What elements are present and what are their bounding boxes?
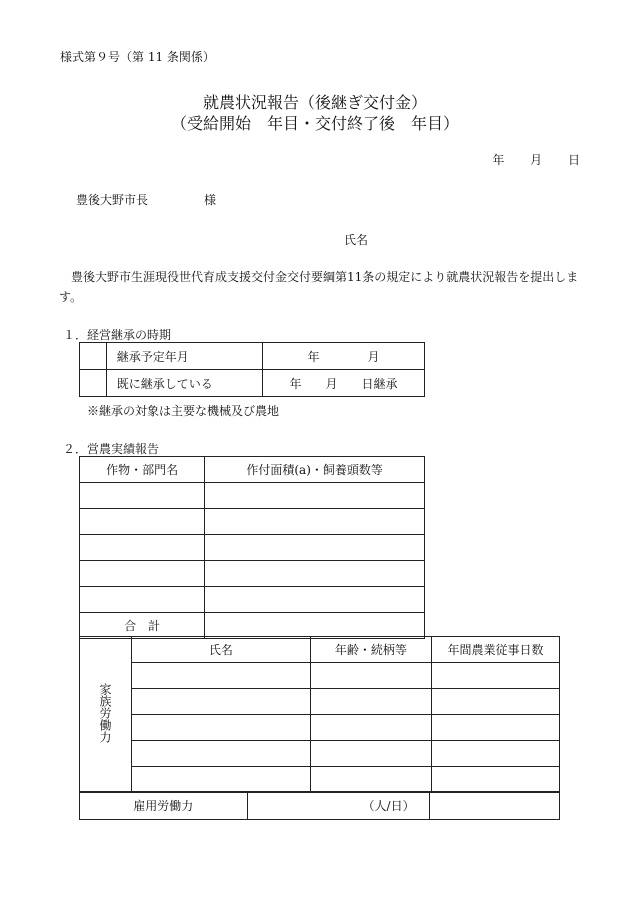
row-label: 継承予定年月 [106,343,262,370]
crop-area-cell[interactable] [205,509,425,535]
family-labor-table [79,636,560,793]
row-value[interactable]: 年 月 [263,343,425,370]
section1-title: １．経営継承の時期 [63,328,172,342]
table-row [80,587,425,613]
column-header-days: 年間農業従事日数 [432,637,560,663]
table-row [80,535,425,561]
table-row [80,741,560,767]
total-value-cell[interactable] [205,613,425,639]
family-age-cell[interactable] [310,663,431,689]
table-row [80,767,560,793]
row-value[interactable]: 年 月 日継承 [263,370,425,397]
crop-name-cell[interactable] [80,509,205,535]
succession-table [79,342,425,397]
checkbox-cell[interactable] [80,370,107,397]
total-row [80,613,425,639]
family-days-cell[interactable] [432,767,560,793]
table-row [80,561,425,587]
family-name-cell[interactable] [132,715,311,741]
column-header-name: 氏名 [132,637,311,663]
table-row [80,689,560,715]
crop-area-cell[interactable] [205,587,425,613]
table-row [80,343,425,370]
crop-name-cell[interactable] [80,483,205,509]
body-text: 豊後大野市生涯現役世代育成支援交付金交付要綱第11条の規定により就農状況報告を提出します。 [59,270,579,304]
family-age-cell[interactable] [310,715,431,741]
crop-name-cell[interactable] [80,535,205,561]
family-age-cell[interactable] [310,767,431,793]
addressee-honorific: 様 [204,193,217,207]
crop-table [79,456,425,639]
table-row [80,715,560,741]
section2-title: ２．営農実績報告 [63,442,160,456]
document-title: 就農状況報告（後継ぎ交付金） [202,93,427,112]
table-header-row [80,637,560,663]
employment-label: 雇用労働力 [80,792,248,820]
table-row [80,792,560,820]
employment-days-cell[interactable] [429,792,559,820]
table-row [80,370,425,397]
employment-unit[interactable]: （人/日） [247,792,429,820]
addressee-mayor: 豊後大野市長 [76,193,149,207]
family-name-cell[interactable] [132,689,311,715]
family-age-cell[interactable] [310,689,431,715]
column-header-crop: 作物・部門名 [80,457,205,483]
crop-area-cell[interactable] [205,483,425,509]
family-days-cell[interactable] [432,715,560,741]
crop-name-cell[interactable] [80,587,205,613]
date-line: 年 月 日 [492,153,580,167]
applicant-name-label: 氏名 [344,233,369,247]
crop-area-cell[interactable] [205,535,425,561]
crop-name-cell[interactable] [80,561,205,587]
form-number: 様式第９号（第 11 条関係） [60,50,215,64]
family-name-cell[interactable] [132,767,311,793]
table-row [80,483,425,509]
succession-note: ※継承の対象は主要な機械及び農地 [87,404,280,418]
employment-labor-table [79,791,560,820]
family-name-cell[interactable] [132,741,311,767]
crop-area-cell[interactable] [205,561,425,587]
table-row [80,509,425,535]
column-header-age: 年齢・続柄等 [310,637,431,663]
family-labor-label-cell [80,637,132,793]
column-header-area: 作付面積(a)・飼養頭数等 [205,457,425,483]
family-days-cell[interactable] [432,689,560,715]
family-days-cell[interactable] [432,741,560,767]
table-row [80,663,560,689]
checkbox-cell[interactable] [80,343,107,370]
row-label: 既に継承している [106,370,262,397]
family-age-cell[interactable] [310,741,431,767]
document-subtitle: （受給開始 年目・交付終了後 年目） [170,114,459,133]
table-header-row [80,457,425,483]
family-labor-label: 家族労働力 [98,683,112,743]
family-days-cell[interactable] [432,663,560,689]
family-name-cell[interactable] [132,663,311,689]
total-label: 合 計 [80,613,205,639]
